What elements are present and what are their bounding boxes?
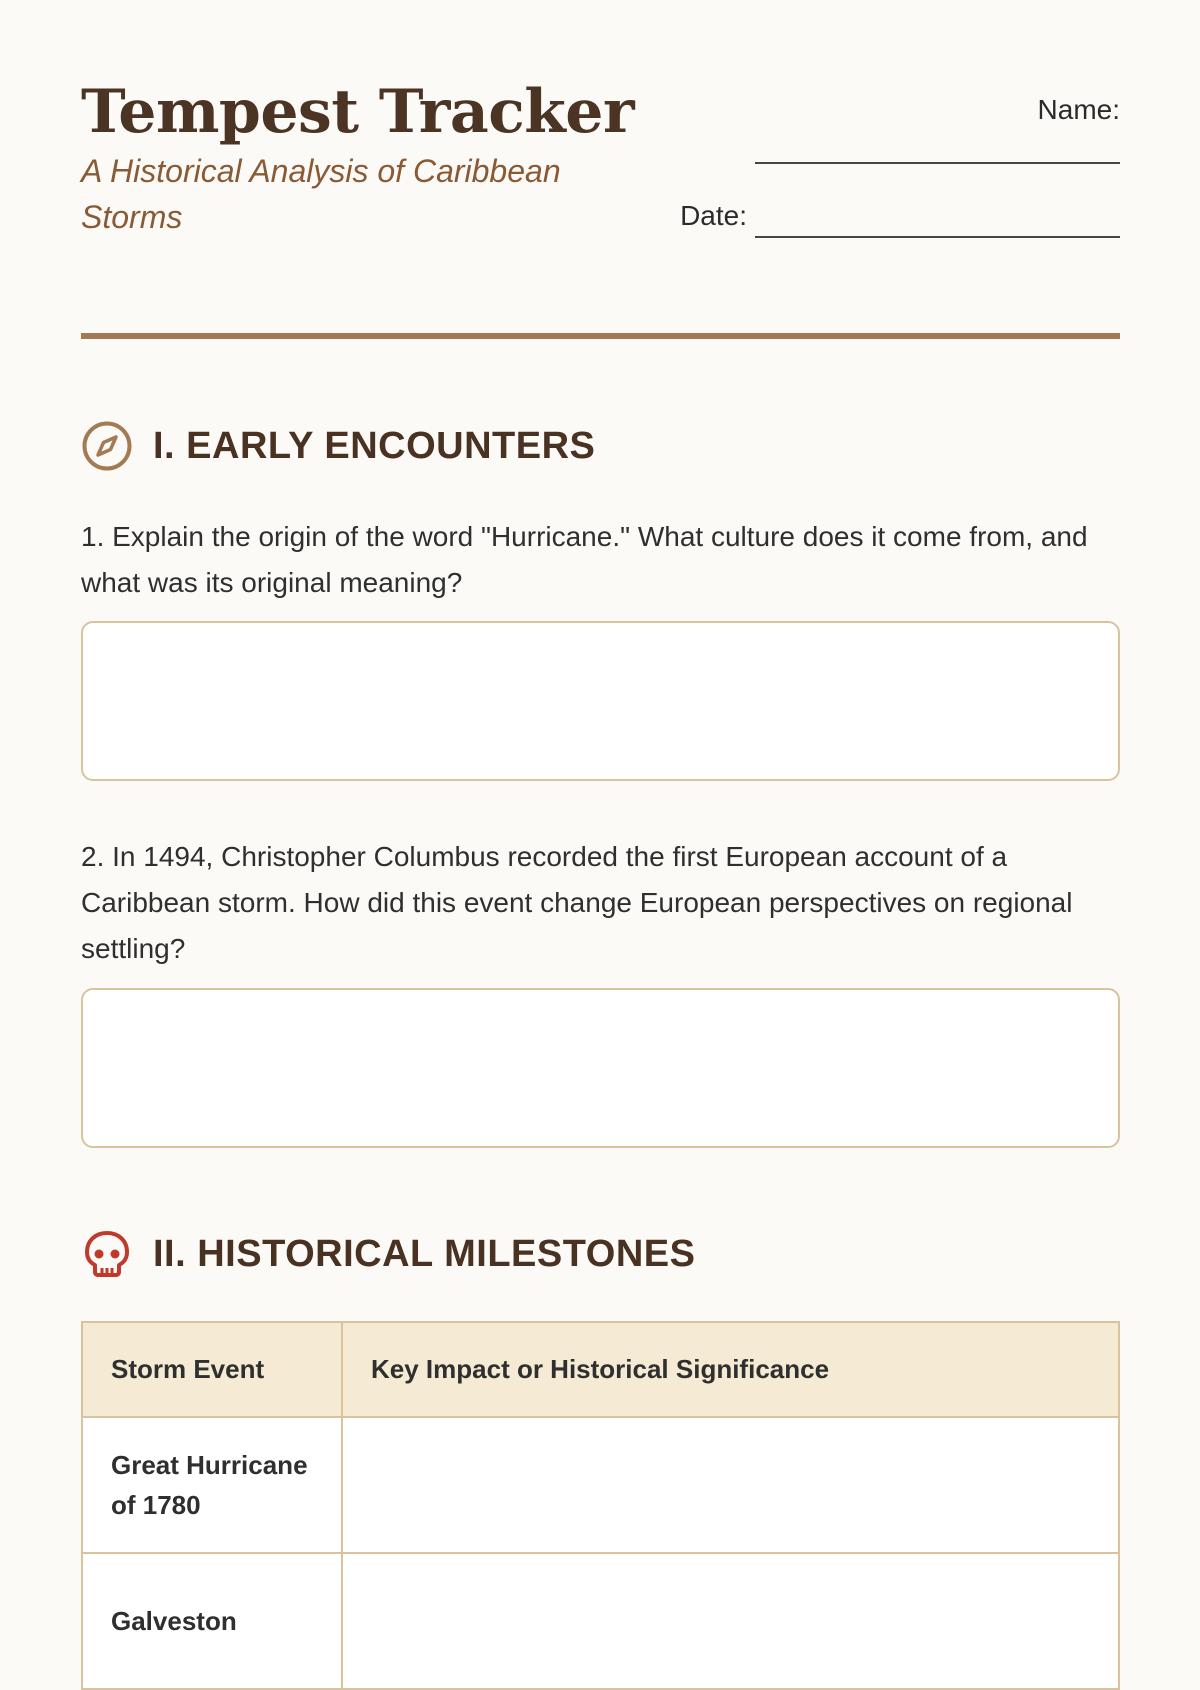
- table-header-row: [82, 1322, 1119, 1417]
- date-label: Date:: [680, 200, 747, 231]
- name-input-line[interactable]: [755, 134, 1120, 164]
- column-header-impact: Key Impact or Historical Significance: [342, 1322, 1119, 1417]
- storm-event-cell: Great Hurricane of 1780: [82, 1417, 342, 1553]
- table-row: [82, 1417, 1119, 1553]
- impact-answer-cell[interactable]: [342, 1417, 1119, 1553]
- name-label: Name:: [1037, 94, 1120, 125]
- answer-box-1[interactable]: [81, 621, 1120, 781]
- header-divider: [81, 333, 1120, 339]
- answer-box-2[interactable]: [81, 988, 1120, 1148]
- question-2: 2. In 1494, Christopher Columbus recorded the first European account of a Caribbean storm. How did this event change European perspectives on regional settling?: [81, 841, 1073, 964]
- column-header-storm-event: Storm Event: [82, 1322, 342, 1417]
- section-historical-milestones-heading: [81, 1228, 695, 1280]
- impact-answer-cell[interactable]: [342, 1553, 1119, 1689]
- storm-event-cell: Galveston: [82, 1553, 342, 1689]
- milestones-table-wrapper: [81, 1321, 1120, 1690]
- section-early-encounters-heading: [81, 420, 595, 472]
- table-row: [82, 1553, 1119, 1689]
- page-subtitle: A Historical Analysis of Caribbean Storms: [81, 153, 561, 235]
- question-1: 1. Explain the origin of the word "Hurricane." What culture does it come from, and what was its original meaning?: [81, 521, 1088, 598]
- section-title: I. EARLY ENCOUNTERS: [153, 424, 596, 467]
- date-input-line[interactable]: [755, 206, 1120, 238]
- milestones-table: [81, 1321, 1120, 1690]
- student-info: [650, 86, 1120, 231]
- worksheet-header: [81, 0, 1120, 345]
- worksheet-page: [81, 0, 1120, 1636]
- page-title: Tempest Tracker: [81, 77, 635, 147]
- name-field-row: [650, 86, 1120, 164]
- compass-icon: [81, 420, 133, 472]
- skull-icon: [81, 1228, 133, 1280]
- section-title: II. HISTORICAL MILESTONES: [153, 1232, 696, 1275]
- date-field-row: [680, 194, 1120, 238]
